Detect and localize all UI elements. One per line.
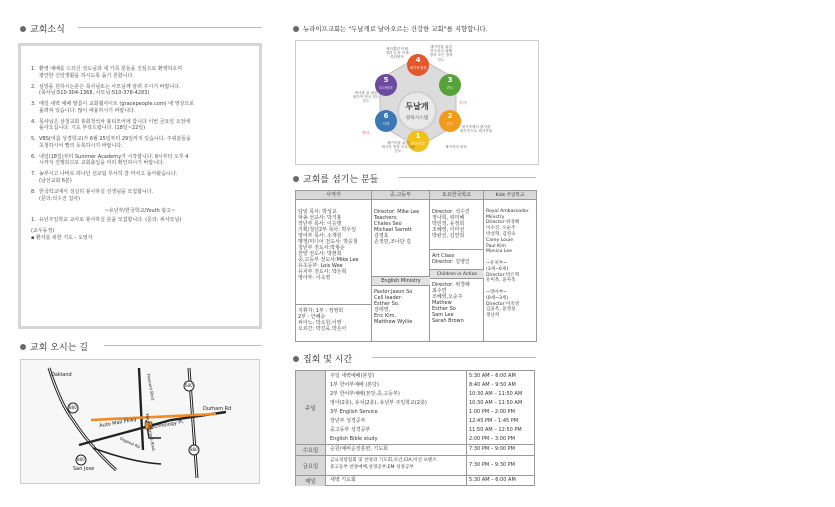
sunday-service: English Bible study — [330, 436, 378, 442]
staff-header: 토요한국학교 — [430, 191, 484, 200]
notice-num: 1. — [31, 66, 36, 72]
notice-item — [31, 154, 249, 167]
notice-text: 한국학교에서 성실히 봉사하실 선생님을 모집합니다. (문의:석수진 집사) — [39, 189, 154, 202]
notice-num: 8. — [31, 189, 36, 196]
fri-time: 7:30 PM – 9:30 PM — [469, 462, 515, 468]
notice-item — [31, 171, 249, 184]
notice-item — [31, 84, 249, 97]
wed-service: 순원/예비순장훈련, 기도회 — [330, 446, 388, 452]
daily-time: 5:30 AM – 6:00 AM — [469, 477, 516, 483]
notice-item — [31, 101, 249, 114]
directions-section-title — [20, 340, 88, 353]
step-number: 1 — [415, 132, 421, 140]
divider — [104, 345, 262, 346]
map-highway-badge: 880 — [69, 405, 77, 410]
sunday-time: 8:40 AM – 9:50 AM — [469, 382, 516, 388]
notice-text: 내일(18일)부터 Summer Academy가 시작합니다. 9시부터 오후 4 시까지 진행되므로 교회출입을 미리 확인하시기 바랍니다. — [39, 153, 189, 167]
row-divider — [430, 249, 484, 250]
divider — [398, 177, 536, 178]
diagram-desc-right: 새가족에서 출사를 새가족으로 새가족을 — [459, 125, 493, 134]
row-divider — [296, 455, 534, 456]
column-divider — [466, 371, 467, 485]
sunday-time: 12:45 PM – 1:45 PM — [469, 418, 519, 424]
sunday-service: 영아(2층), 유치(2층), 유년부 주일학교(2층) — [330, 400, 427, 406]
notice-num: 3. — [31, 101, 36, 108]
notices-box — [18, 43, 262, 329]
bullet-icon — [293, 176, 299, 182]
step-number: 3 — [447, 76, 453, 84]
row-divider — [296, 304, 372, 305]
notice-item — [31, 189, 249, 202]
map-road-durham: Durham Rd — [203, 406, 232, 412]
map-highway-badge: 880 — [77, 457, 85, 462]
staff-header: 사역자 — [296, 191, 372, 200]
bullet-icon — [20, 344, 26, 350]
daily-service: 새벽 기도회 — [330, 477, 356, 483]
youth-notice — [31, 217, 249, 224]
divider — [78, 27, 262, 28]
step-name: 전도 — [446, 122, 454, 126]
step-name: 사역 — [382, 122, 390, 126]
staff-header: 중,고등부 — [372, 191, 430, 200]
vision-text: 뉴라이프교회는 "두날개로 날아오르는 건강한 교회"를 지향합니다. — [303, 25, 488, 33]
prayer-item: ▪ 환자를 위한 기도 - 오영자 — [31, 235, 93, 242]
divider — [372, 357, 536, 358]
schedule-table — [295, 370, 535, 486]
diagram-desc-top: 새가족을 위한 전도하심 위해 정착 모든 정착 전도 — [429, 45, 453, 62]
notice-num: 7. — [31, 171, 36, 178]
staff-section-title — [293, 172, 378, 185]
korean-school-staff: Director: 석수진 정나희, 위미혜 박민정, 유정희 조혜영, 이미선 박완진, 김연희 — [432, 209, 470, 239]
map-road-warm-springs: Warm Springs Blvd. — [144, 412, 157, 453]
map-label-oakland: Oakland — [51, 372, 72, 378]
children-in-action-staff: Director: 위경해 최수연 조혜영,오순주 Mathew Esther So Sam Lee Sarah Brown — [432, 282, 470, 324]
staff-col-kids — [484, 200, 536, 341]
notice-text: 심방을 원하시는분은 목사님또는 사모님께 알려 주시기 바랍니다. (목사님:510-304-1368, 사모님:510-378-4283) — [39, 83, 181, 97]
news-title: 교회소식 — [30, 25, 65, 35]
map-highway-badge: 880 — [190, 447, 198, 452]
children-in-action-header: Children in Action — [430, 269, 484, 279]
notice-num: 6. — [31, 153, 36, 160]
directions-map — [20, 359, 260, 484]
sunday-service: 1부 한어부예배 (본당) — [330, 382, 379, 388]
step-number: 5 — [383, 76, 389, 84]
diagram-side-right: 추가: — [459, 101, 468, 105]
step-number: 2 — [447, 112, 453, 120]
map-highway-badge: 680 — [185, 383, 193, 388]
sunday-service: 장년부 성경공부 — [330, 418, 366, 424]
sunday-service: 중고등부 성경공부 — [330, 427, 371, 433]
sunday-time: 1:00 PM – 2:00 PM — [469, 409, 515, 415]
notice-num: 5. — [31, 136, 36, 143]
art-class: Art Class Director: 김영인 — [432, 253, 470, 265]
staff-header: Kids 주일학교 — [484, 191, 536, 200]
youth-staff: Director: Mike Lee Teachers: Chales Seo Michael Sarrett 김영호 손정민,조나단 김 — [374, 209, 420, 245]
step-name: 리더양육 — [379, 86, 393, 90]
wed-time: 7:30 PM – 9:00 PM — [469, 446, 515, 452]
notice-item — [31, 136, 249, 149]
sunday-time: 2:00 PM – 3:00 PM — [469, 436, 515, 442]
english-ministry-header: English Ministry — [372, 276, 430, 286]
map-roads — [21, 360, 260, 484]
schedule-section-title — [293, 352, 352, 365]
kids-staff: Royal Ambassador Ministry Director:위경해 이수진, 오순주 박성혁, 김영숙 Carey Louie Paul Kim Monica Lee ~유치부~ (3세~6세) Director:박은혁 유미옥, 윤자옥 ~영아부~ (0세~3세) Director:이옥영 김윤옥, 윤영실 정난희 — [486, 208, 529, 319]
schedule-title: 집회 및 시간 — [303, 355, 353, 365]
notice-item — [31, 66, 249, 79]
step-name: 새가족정착 — [409, 66, 427, 70]
notice-text: 환영 예배를 드리신 성도님과 새 가족 분들을 진심으로 환영하오며 평안한 신앙생활을 하시도록 돕기 원합니다. — [39, 66, 183, 79]
notice-num: 4. — [31, 118, 36, 125]
choir-list: 지휘자: 1부 : 정영희 2부 : 안혜순 피아노: 박소원,이영 오르간: 박진욱,박은아 — [298, 308, 347, 332]
youth-notice-text: 유년주일학교 교사로 봉사하실 분을 모집합니다. (문의: 위사모님) — [39, 216, 182, 223]
step-number: 6 — [383, 112, 389, 120]
day-friday: 금요일 — [296, 456, 326, 475]
day-wednesday: 수요일 — [296, 445, 326, 455]
notice-item — [31, 119, 249, 132]
fri-service: 금요성령집회 및 찬양과 기도회,유년,CIA,미션 프렌즈 중고등부 찬양예배,성경공부,EM 성경공부 — [330, 458, 437, 470]
bullet-icon — [20, 26, 26, 32]
day-daily: 매일 — [296, 476, 326, 486]
step-name: 전도 — [446, 86, 454, 90]
notice-text: 매일 새벽 예배 말씀이 교회웹사이트 (gracepeople.com) 에 영상으로 올려져 있습니다. 많이 애용하시기 바랍니다. — [39, 101, 194, 114]
sunday-service: 3부 English Service — [330, 409, 378, 415]
notice-list — [31, 66, 249, 202]
vision-section-title — [293, 24, 488, 33]
map-label-san-jose: San Jose — [73, 466, 95, 472]
map-road-auto-mall: Auto Mall Pkwy — [98, 416, 138, 430]
notice-num: 2. — [31, 83, 36, 90]
sunday-service: 주일 새벽예배(본당) — [330, 373, 375, 379]
minister-list: 담임 목사: 박성교 파송 선교사: 박기홍 장년부 목사: 이승명 기획/청년2부 목사: 박우일 영어부 목사: 소재원 행정/미디어 전도사: 박응철 청년부 전도사:박형순 찬양 전도사: 박현희 중,고등부 전도사:Mike Lee 유초등부: Lois Wee 유치부 전도사: 박은혁 영아부: 이옥영 — [298, 209, 359, 281]
sunday-time: 10:30 AM – 11:50 AM — [469, 391, 523, 397]
directions-title: 교회 오시는 길 — [30, 343, 88, 353]
sunday-service: 2부 한어부예배(본당,중,고등부) — [330, 391, 400, 397]
notice-text: 목사님은 삼청교회 총회정석차 볼티모어에 갑니다 이번 금요일 오전에 돌아오십니다. 기도 부탁드립니다. (18일~22일) — [39, 118, 191, 132]
diagram-center-title: 두날개 — [405, 102, 429, 111]
youth-title: ~유년부/한국학교/Youth 광고~ — [104, 208, 176, 215]
day-sunday: 주일 — [296, 371, 326, 444]
bullet-icon — [293, 356, 299, 362]
diagram-side-left: 역사 — [362, 131, 369, 135]
notice-text: 농부시고 나바로 떠나던 선교팀 무사히 잘 마치고 돌아왔습니다. (남선교회 6분) — [39, 171, 178, 185]
step-number: 4 — [415, 56, 421, 64]
diagram-desc-lower-left: 새가족을 위한 새가족 정착 프로그램 전도 — [381, 141, 415, 154]
diagram-center-subtitle: 양육시스템 — [405, 116, 429, 121]
diagram-desc-upper-left: 제자훈련 이제 경과 등을 이제 리더양육 — [385, 47, 409, 60]
diagram-desc-bottom: 새가족의 양육 — [445, 145, 467, 149]
map-road-osgood: Osgood Rd — [118, 435, 141, 450]
english-ministry-staff: Pastor:Jason So Cell leader: Esther So, 강태영, Eric Kim, Matthew Wyllie — [374, 289, 413, 325]
youth-notice-num: 1. — [31, 216, 36, 223]
news-section-title — [20, 22, 65, 35]
map-road-technology: Technology Pl. — [148, 418, 185, 432]
diagram-center — [397, 91, 437, 131]
sunday-time: 11:50 AM – 12:50 PM — [469, 427, 522, 433]
map-road-fremont: Fremont Blvd. — [146, 373, 156, 402]
staff-title: 교회를 섬기는 분들 — [303, 175, 379, 185]
prayer-title: (교우동정) — [31, 228, 55, 235]
bullet-icon — [293, 26, 299, 32]
staff-table — [295, 190, 537, 342]
sunday-time: 10:30 AM – 11:50 AM — [469, 400, 523, 406]
sunday-time: 5:30 AM – 6:00 AM — [469, 373, 516, 379]
step-name: 새가족부 — [411, 142, 425, 146]
diagram-desc-left: 역사를 잘 위한 새가족 역사 전도 전도 — [352, 91, 380, 104]
notice-text: VBS(여름 성경학교)가 6월 25일부터 29일까지 있습니다. 주위분들을 초청하시어 빨리 등록하시기 바랍니다. — [39, 136, 191, 149]
